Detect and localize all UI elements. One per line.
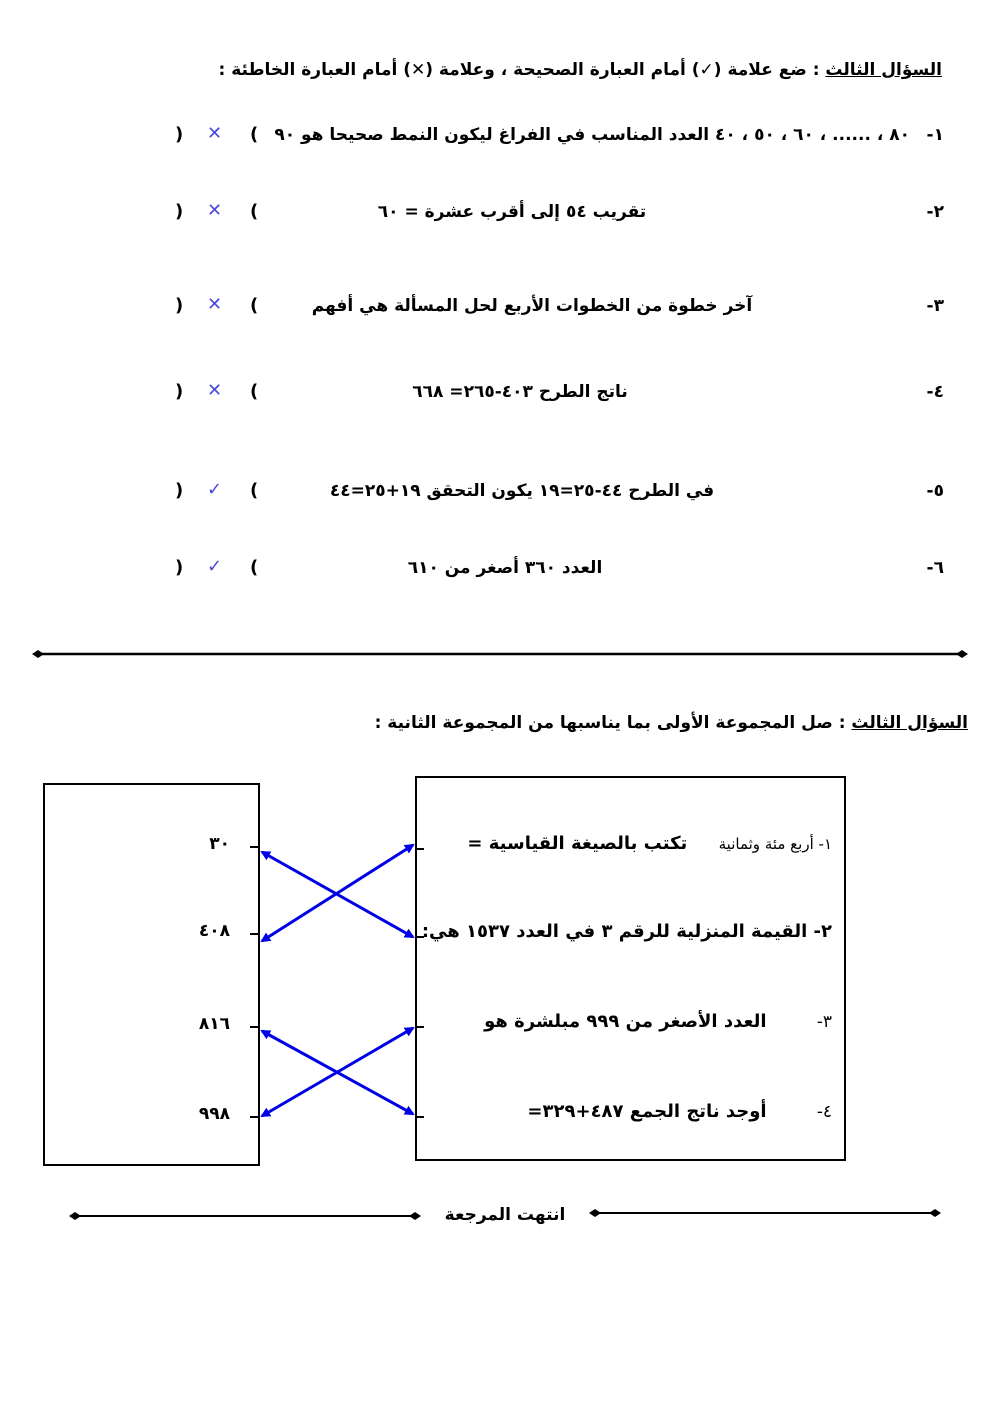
answer-paren-close: )	[175, 124, 184, 145]
question-item-text: تكتب بالصيغة القياسية =	[467, 833, 688, 854]
statement-number: ٦-	[926, 558, 944, 578]
answer-paren-open: (	[250, 124, 259, 145]
q2-title-instruction: : صل المجموعة الأولى بما يناسبها من المجموعة الثانية :	[374, 713, 852, 733]
footer-text: انتهت المرجعة	[444, 1205, 566, 1225]
answer-item: ٩٩٨	[198, 1104, 230, 1124]
answer-paren-close: )	[175, 480, 184, 501]
answer-item: ٣٠	[209, 834, 230, 854]
statement-text: تقريب ٥٤ إلى أقرب عشرة = ٦٠	[377, 202, 647, 222]
answer-paren-close: )	[175, 295, 184, 316]
question-item-text: العدد الأصغر من ٩٩٩ مبلشرة هو	[484, 1011, 767, 1032]
q1-title-instruction: : ضع علامة (✓) أمام العبارة الصحيحة ، وعلامة (✕) أمام العبارة الخاطئة :	[218, 60, 826, 80]
check-mark-icon[interactable]: ✓	[207, 479, 223, 500]
answer-paren-open: (	[250, 201, 259, 222]
cross-mark-icon[interactable]: ✕	[207, 380, 223, 401]
cross-mark-icon[interactable]: ✕	[207, 200, 223, 221]
question-item-text: ٢- القيمة المنزلية للرقم ٣ في العدد ١٥٣٧ هي:	[421, 921, 832, 942]
check-mark-icon[interactable]: ✓	[207, 556, 223, 577]
question-item-text: أوجد ناتج الجمع ٤٨٧+٣٢٩=	[527, 1101, 767, 1122]
question-item-prefix: ٣-	[816, 1012, 832, 1032]
statement-number: ٣-	[926, 296, 944, 316]
answer-item: ٤٠٨	[198, 921, 230, 941]
answer-paren-open: (	[250, 295, 259, 316]
answer-paren-open: (	[250, 381, 259, 402]
statement-text: آخر خطوة من الخطوات الأربع لحل المسألة هي أفهم	[311, 296, 753, 316]
answer-paren-open: (	[250, 480, 259, 501]
q2-title-label: السؤال الثالث	[851, 713, 968, 733]
answer-item: ٨١٦	[198, 1014, 230, 1034]
answer-paren-close: )	[175, 381, 184, 402]
statement-text: ٨٠ ، ...... ، ٦٠ ، ٥٠ ، ٤٠ العدد المناسب في الفراغ ليكون النمط صحيحا هو ٩٠	[274, 125, 910, 145]
cross-mark-icon[interactable]: ✕	[207, 123, 223, 144]
match-arrow[interactable]	[262, 845, 413, 941]
statement-number: ٢-	[926, 202, 944, 222]
answer-paren-open: (	[250, 557, 259, 578]
statement-text: العدد ٣٦٠ أصغر من ٦١٠	[407, 558, 603, 578]
statement-text: ناتج الطرح ٤٠٣-٢٦٥= ٦٦٨	[412, 382, 628, 402]
statement-number: ٤-	[926, 382, 944, 402]
statement-number: ١-	[926, 125, 944, 145]
question-item-prefix: ١- أربع مئة وثمانية	[718, 835, 832, 853]
statement-text: في الطرح ٤٤-٢٥=١٩ يكون التحقق ١٩+٢٥=٤٤	[329, 481, 715, 501]
statement-number: ٥-	[926, 481, 944, 501]
q1-title-label: السؤال الثالث	[825, 60, 942, 80]
question-item-prefix: ٤-	[816, 1102, 832, 1122]
answer-paren-close: )	[175, 201, 184, 222]
answer-paren-close: )	[175, 557, 184, 578]
cross-mark-icon[interactable]: ✕	[207, 294, 223, 315]
